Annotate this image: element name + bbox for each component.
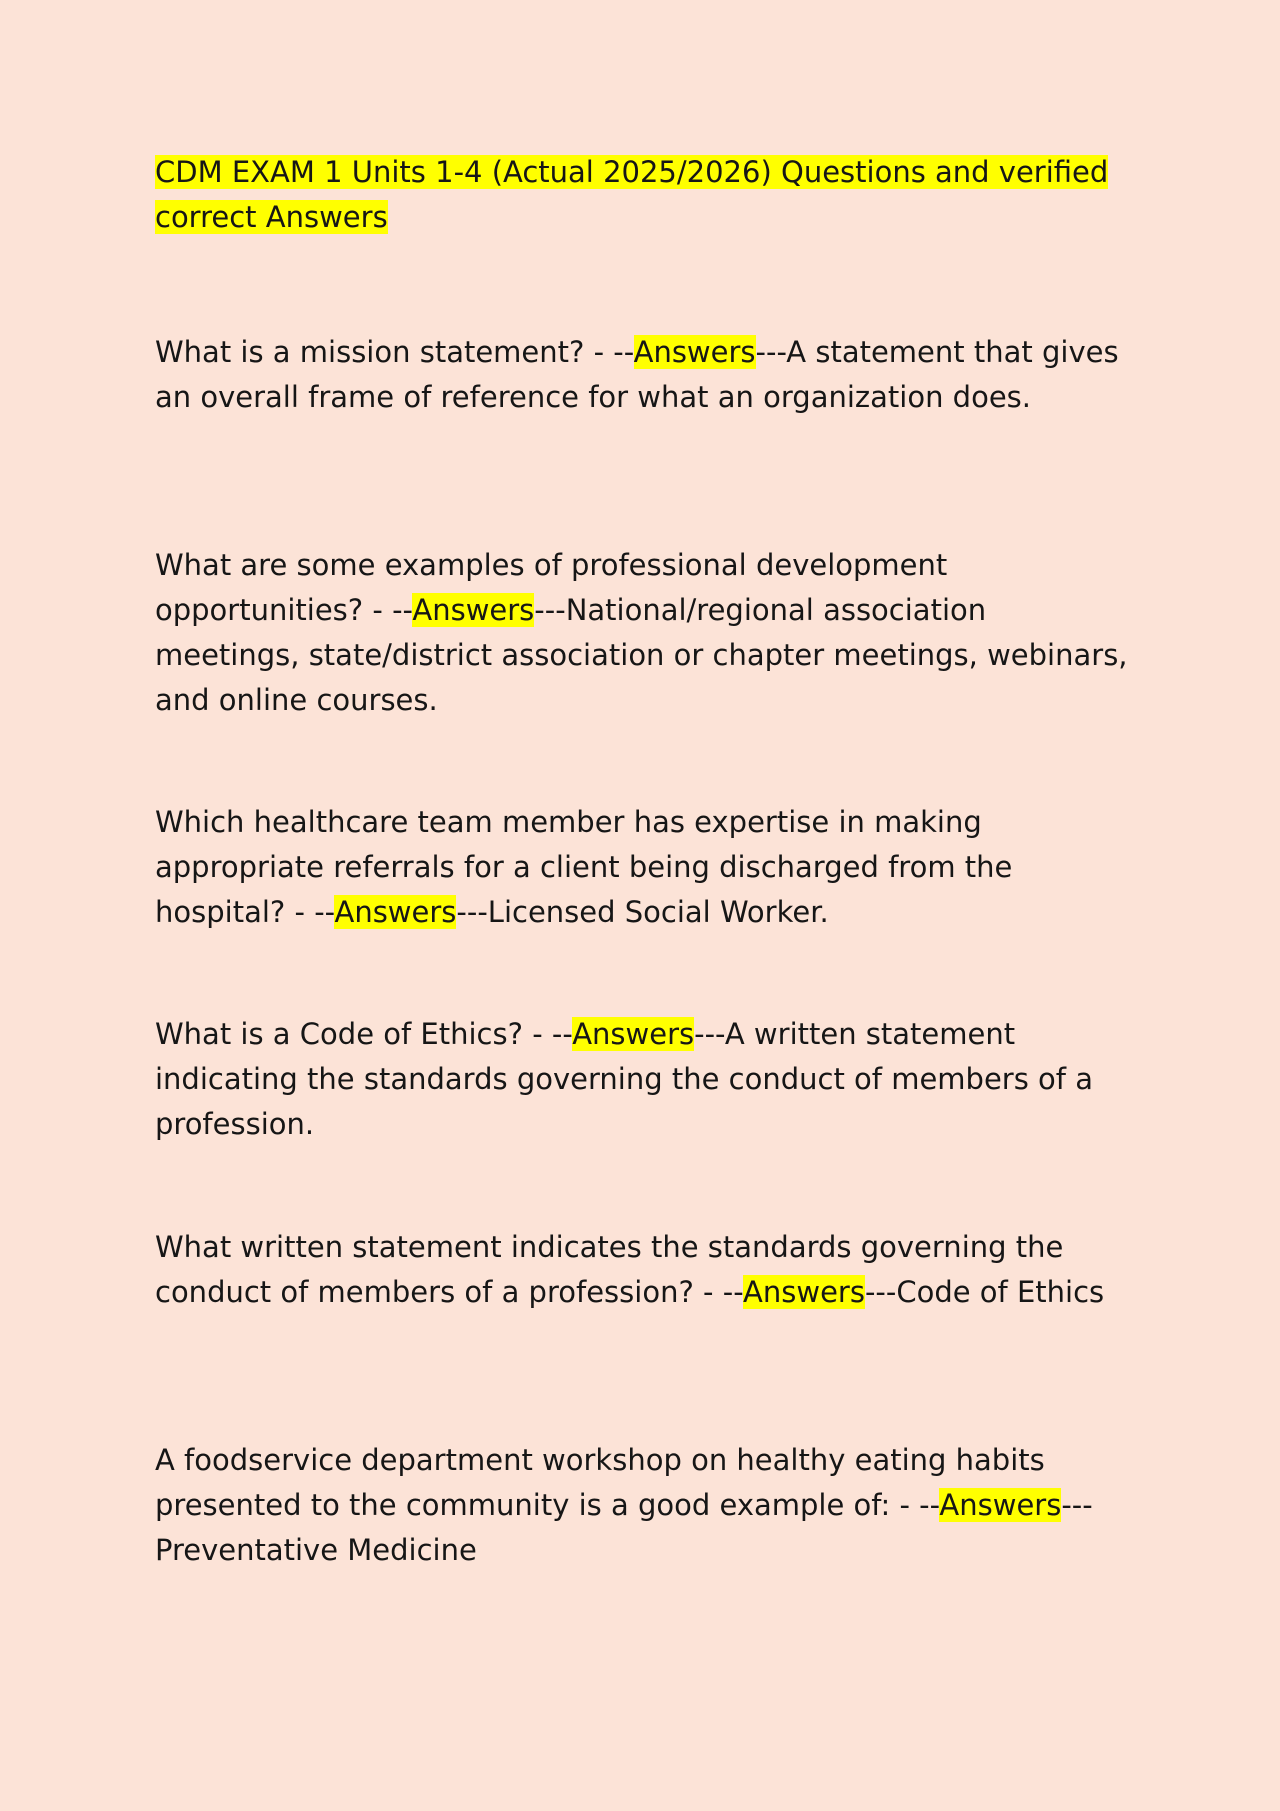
answer-text: ---Licensed Social Worker. (456, 895, 829, 929)
answer-marker: Answers (572, 1017, 695, 1051)
question-text: What written statement indicates the standards governing the conduct of members of a profession? - -- (155, 1230, 1064, 1309)
answer-marker: Answers (334, 895, 457, 929)
answer-marker: Answers (633, 335, 756, 369)
qa-item-1 (155, 330, 1135, 420)
question-text: What is a mission statement? - -- (155, 335, 634, 369)
answer-text: ---Code of Ethics (864, 1275, 1105, 1309)
title-highlight: CDM EXAM 1 Units 1-4 (Actual 2025/2026) Questions and verified correct Answers (155, 155, 1109, 234)
question-text: A foodservice department workshop on healthy eating habits presented to the community is a good example of: - -- (155, 1443, 1045, 1522)
answer-marker: Answers (939, 1488, 1062, 1522)
question-text: Which healthcare team member has expertise in making appropriate referrals for a client being discharged from the hospital? - -- (155, 805, 1013, 929)
answer-text: ---A statement that gives an overall frame of reference for what an organization does. (155, 335, 1119, 414)
question-text: What are some examples of professional development opportunities? - -- (155, 548, 948, 627)
document-page (155, 150, 1135, 1567)
document-title (155, 150, 1135, 240)
question-text: What is a Code of Ethics? - -- (155, 1017, 573, 1051)
answer-text: ---Preventative Medicine (155, 1488, 1093, 1567)
answer-text: ---National/regional association meetings, state/district association or chapter meetings, webinars, and online courses. (155, 593, 1128, 717)
qa-item-5 (155, 1225, 1135, 1315)
qa-item-6 (155, 1438, 1135, 1573)
qa-item-3 (155, 800, 1135, 935)
qa-item-2 (155, 543, 1135, 723)
answer-text: ---A written statement indicating the standards governing the conduct of members of a profession. (155, 1017, 1093, 1141)
answer-marker: Answers (412, 593, 535, 627)
qa-item-4 (155, 1012, 1135, 1147)
answer-marker: Answers (743, 1275, 865, 1309)
